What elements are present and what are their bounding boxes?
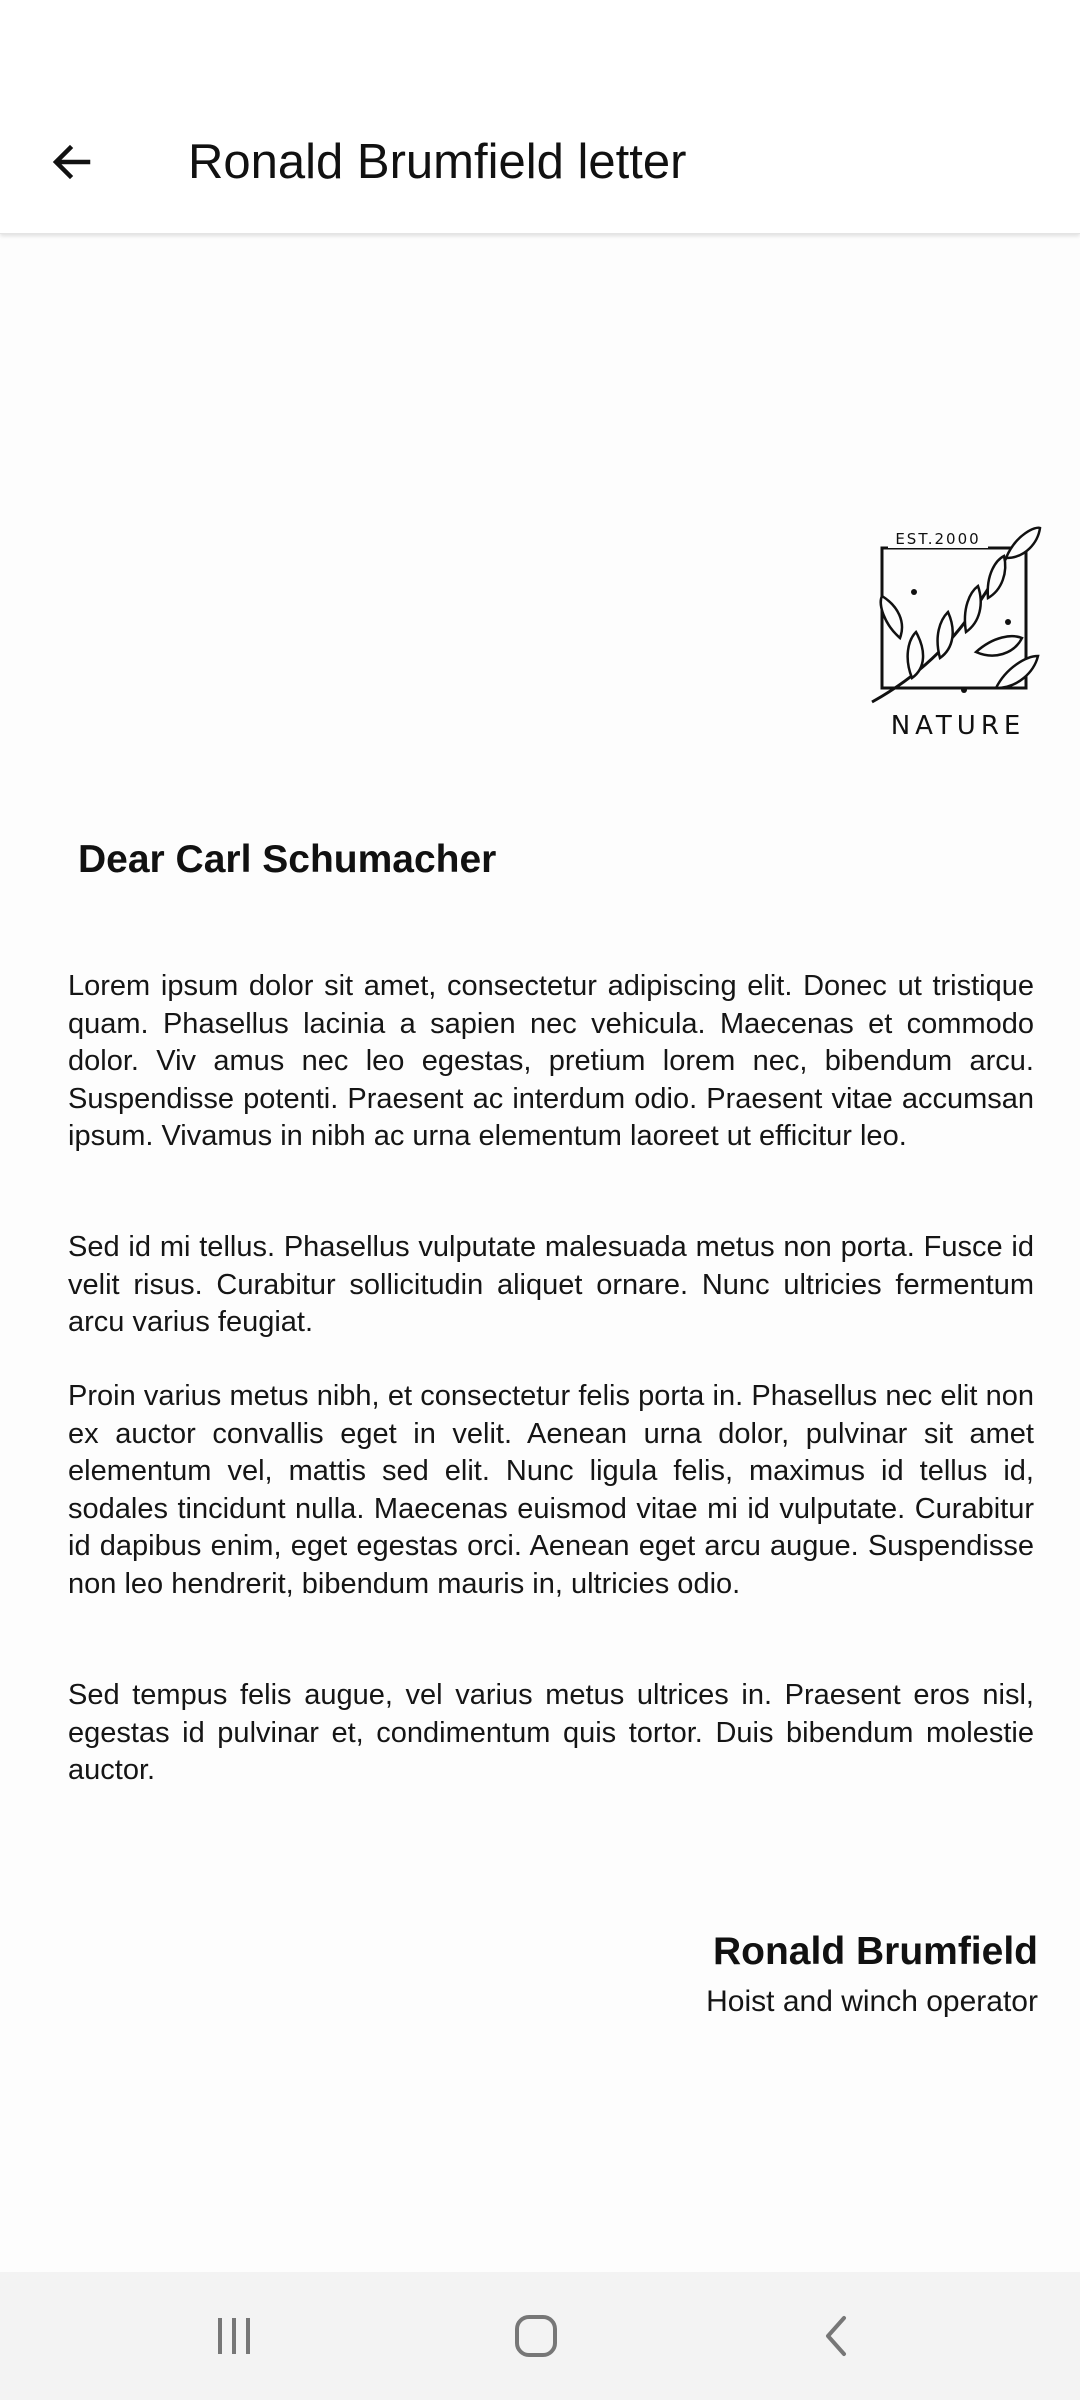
system-nav-bar — [0, 2272, 1080, 2400]
letter-paragraph: Sed id mi tellus. Phasellus vulputate malesuada metus non porta. Fusce id velit risus. Curabitur sollicitudin aliquet ornare. Nunc ultricies fermentum arcu varius feugiat. — [68, 1231, 1034, 1338]
signature-name: Ronald Brumfield — [712, 1930, 1038, 1973]
letter-paragraph: Lorem ipsum dolor sit amet, consectetur adipiscing elit. Donec ut tristique quam. Phasellus lacinia a sapien nec vehicula. Maecenas et commodo dolor. Viv amus nec leo egestas, pretium lorem nec, bibendum arcu. Suspendisse potenti. Praesent ac interdum odio. Praesent vitae accumsan ipsum. Vivamus in nibh ac urna elementum laoreet ut efficitur leo. — [68, 970, 1034, 1152]
recent-apps-button[interactable] — [174, 2296, 294, 2376]
arrow-left-icon — [48, 138, 96, 186]
signature-role: Hoist and winch operator — [706, 1985, 1038, 2018]
app-bar — [0, 0, 1080, 234]
logo-est-text: EST.2000 — [895, 530, 981, 548]
letter-paragraph: Sed tempus felis augue, vel varius metus ultrices in. Praesent eros nisl, egestas id pulvinar et, condimentum quis tortor. Duis bibendum molestie auctor. — [68, 1679, 1034, 1786]
recent-apps-icon — [212, 2314, 256, 2358]
home-icon — [512, 2312, 560, 2360]
leaf-branch-logo — [866, 512, 1048, 742]
logo-nature-text: NATURE — [890, 711, 1026, 741]
back-chevron-icon — [816, 2314, 860, 2358]
page-title: Ronald Brumfield letter — [188, 135, 687, 189]
nature-logo — [866, 512, 1048, 742]
signature-block — [706, 1924, 1038, 2024]
back-button[interactable] — [36, 126, 108, 198]
letter-paragraph: Proin varius metus nibh, et consectetur felis porta in. Phasellus nec elit non ex auctor convallis eget in velit. Aenean urna dolor, pulvinar sit amet elementum vel, mattis sed elit. Nunc ligula felis, maximus id tellus id, sodales tincidunt nulla. Maecenas euismod vitae mi id vulputate. Curabitur id dapibus enim, eget egestas orci. Aenean eget arcu augue. Suspendisse non leo hendrerit, bibendum mauris in, ultricies odio. — [68, 1380, 1034, 1600]
system-back-button[interactable] — [778, 2296, 898, 2376]
home-button[interactable] — [476, 2296, 596, 2376]
letter-greeting: Dear Carl Schumacher — [78, 838, 497, 881]
